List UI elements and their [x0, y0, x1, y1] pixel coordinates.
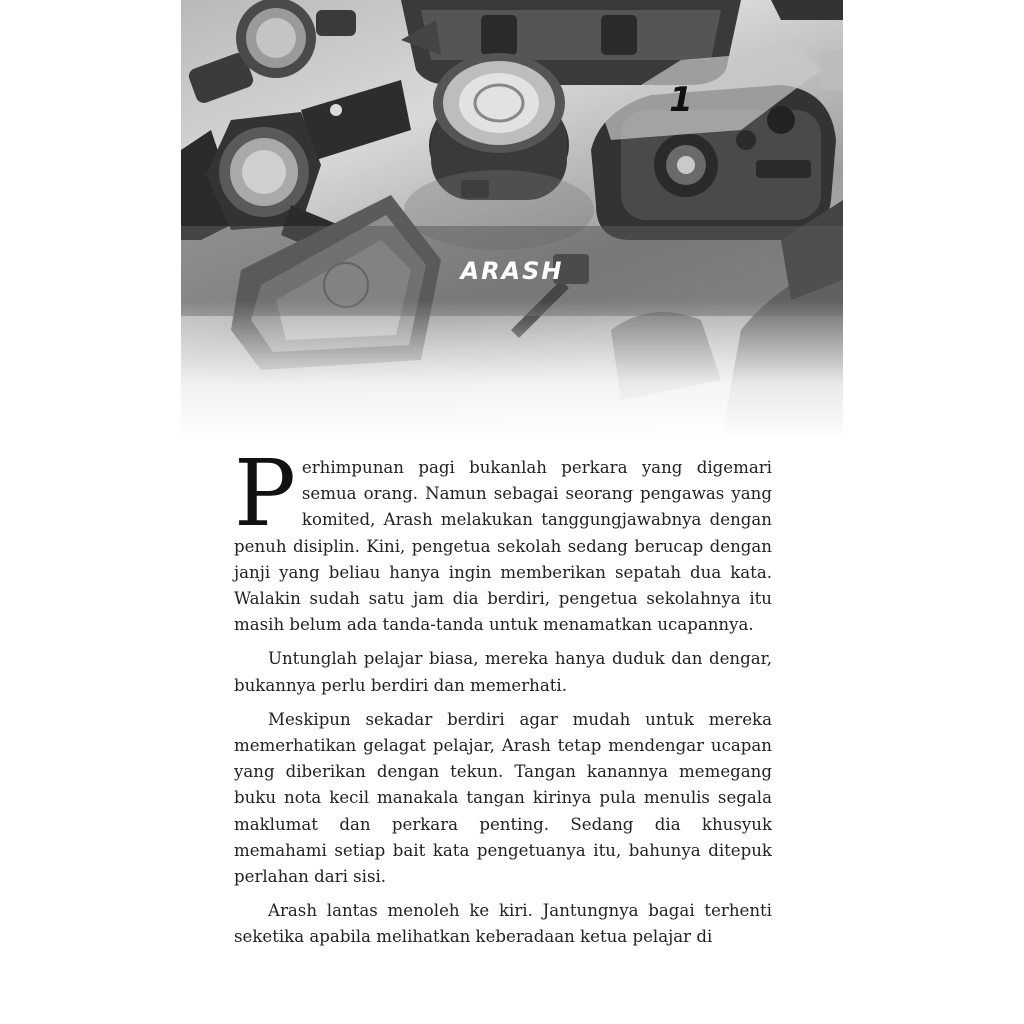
chapter-body	[234, 440, 772, 959]
drop-cap: P	[234, 440, 296, 547]
paragraph: Arash lantas menoleh ke kiri. Jantungnya bagai terhenti seketika apabila melihatkan keberadaan ketua pelajar di	[234, 901, 772, 947]
illustration-fade	[181, 300, 843, 440]
chapter-illustration	[181, 0, 843, 440]
paragraph: Meskipun sekadar berdiri agar mudah untuk mereka memerhatikan gelagat pelajar, Arash tetap mendengar ucapan yang diberikan dengan tekun. Tangan kanannya memegang buku nota kecil manakala tangan kirinya pula menulis segala maklumat dan perkara penting. Sedang dia khusyuk memahami setiap bait kata pengetuanya itu, bahunya ditepuk perlahan dari sisi.	[234, 709, 772, 887]
paragraph: Untunglah pelajar biasa, mereka hanya duduk dan dengar, bukannya perlu berdiri dan memerhati.	[234, 649, 772, 695]
chapter-title: ARASH	[460, 257, 564, 285]
paragraph-text: erhimpunan pagi bukanlah perkara yang digemari semua orang. Namun sebagai seorang pengawas yang komited, Arash melakukan tanggungjawabnya dengan penuh disiplin. Kini, pengetua sekolah sedang berucap dengan janji yang beliau hanya ingin memberikan sepatah dua kata. Walakin sudah satu jam dia berdiri, pengetua sekolahnya itu masih belum ada tanda-tanda untuk menamatkan ucapannya.	[234, 458, 772, 635]
paragraph	[234, 440, 772, 638]
chapter-number: 1	[669, 80, 693, 120]
